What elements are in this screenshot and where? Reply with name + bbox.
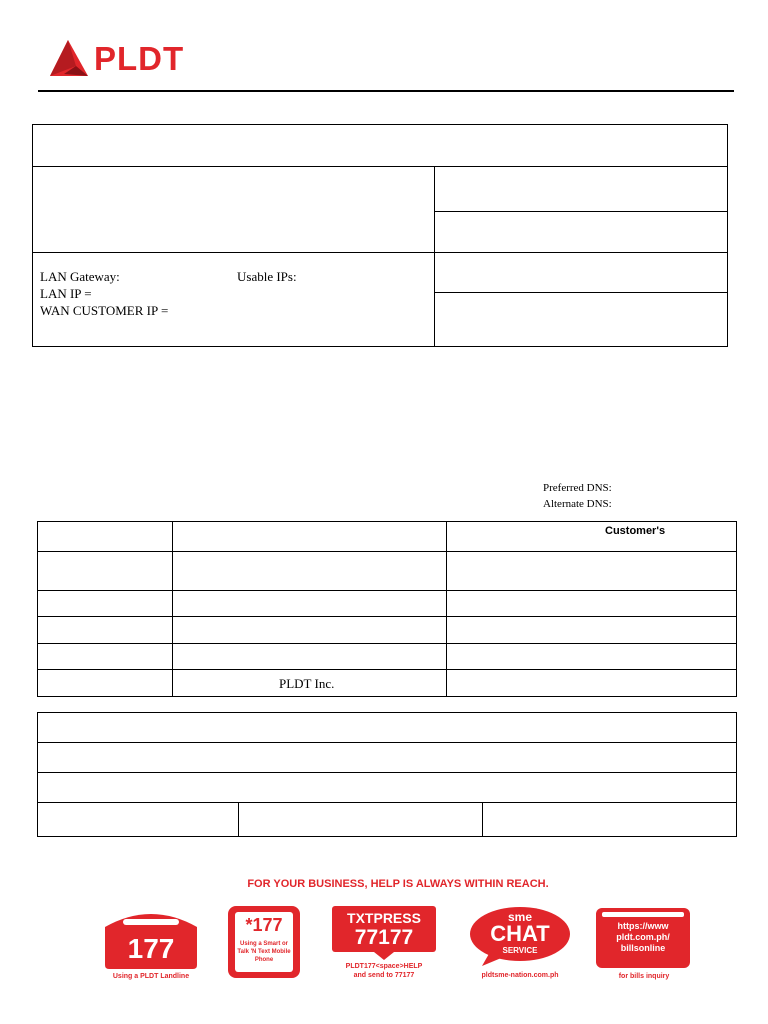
landline-caption: Using a PLDT Landline [112, 973, 190, 980]
customer-header: Customer's [605, 525, 666, 537]
acknowledgement-box [37, 712, 737, 837]
sms-help-item [328, 906, 440, 986]
chat-caption: pldtsme-nation.com.ph [481, 972, 559, 979]
pldt-logo-mark-icon [46, 38, 90, 82]
signature-table [37, 521, 737, 697]
lan-gateway-label: LAN Gateway: [40, 269, 120, 284]
landline-number: 177 [127, 933, 175, 964]
header-divider [38, 90, 734, 92]
chat-help-item [464, 906, 576, 986]
bills-url: https://www pldt.com.ph/ billsonline [616, 921, 670, 953]
preferred-dns-label: Preferred DNS: [543, 482, 612, 494]
pldt-logo-text: PLDT [94, 40, 185, 77]
sms-caption: PLDT177<space>HELP [345, 963, 423, 970]
sms-number: 77177 [354, 926, 414, 949]
bills-caption: for bills inquiry [618, 973, 670, 980]
chat-title: CHAT [490, 921, 550, 946]
mobile-number: *177 [245, 915, 283, 935]
bills-help-item [592, 906, 696, 986]
pldt-logo [46, 38, 196, 84]
landline-help-item [96, 905, 206, 985]
alternate-dns-label: Alternate DNS: [543, 498, 612, 510]
sms-caption-2: and send to 77177 [353, 972, 415, 979]
mobile-caption: Using a Smart or Talk 'N Text Mobile Phone [237, 941, 291, 963]
wan-customer-ip-label: WAN CUSTOMER IP = [40, 303, 169, 318]
mobile-help-item [228, 906, 300, 980]
chat-sme: sme [507, 910, 533, 924]
help-tagline: FOR YOUR BUSINESS, HELP IS ALWAYS WITHIN REACH. [247, 878, 549, 890]
pldt-inc-label: PLDT Inc. [279, 676, 335, 691]
sms-title: TXTPRESS [347, 910, 421, 926]
usable-ips-label: Usable IPs: [237, 269, 297, 284]
lan-ip-label: LAN IP = [40, 286, 92, 301]
chat-service: SERVICE [502, 946, 538, 955]
